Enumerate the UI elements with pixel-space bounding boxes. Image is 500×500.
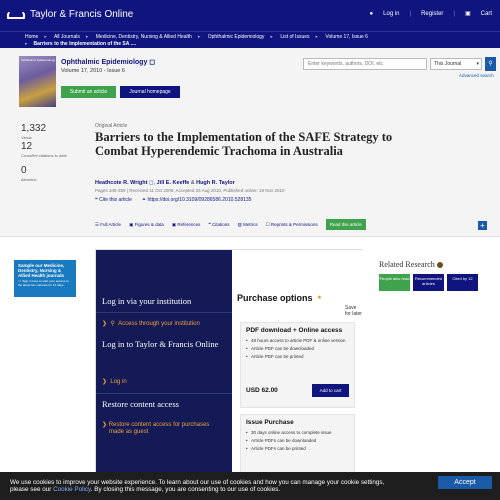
expand-plus-icon[interactable]: + bbox=[478, 221, 487, 230]
quote-icon: ❝ bbox=[95, 197, 98, 203]
cart-link[interactable]: Cart bbox=[480, 10, 492, 17]
divider bbox=[96, 312, 232, 313]
tab-label: Figures & data bbox=[134, 221, 164, 227]
tab-full-article[interactable]: ☰ Full Article bbox=[95, 221, 122, 227]
accept-cookies-button[interactable]: Accept bbox=[438, 476, 492, 489]
pdf-purchase-card bbox=[240, 322, 355, 408]
tab-people-also-read[interactable]: People also read bbox=[379, 274, 410, 291]
journal-volume[interactable]: Volume 17, 2010 - Issue 6 bbox=[61, 68, 125, 74]
views-label: Views bbox=[21, 135, 32, 140]
arrow-icon: ❯ bbox=[102, 321, 108, 327]
restore-heading: Restore content access bbox=[102, 399, 179, 409]
cite-label: Cite this article bbox=[99, 197, 132, 203]
search-scope-select[interactable] bbox=[430, 58, 482, 70]
cookie-policy-link[interactable]: Cookie Policy bbox=[53, 486, 91, 493]
site-logo[interactable] bbox=[7, 9, 133, 20]
read-article-button[interactable]: Read this article bbox=[326, 219, 366, 230]
journal-title[interactable] bbox=[61, 58, 155, 66]
star-icon[interactable]: ★ bbox=[317, 295, 322, 301]
add-to-cart-button[interactable]: Add to cart bbox=[312, 384, 349, 397]
top-header bbox=[0, 0, 500, 31]
access-institution-link[interactable] bbox=[102, 321, 200, 328]
tab-metrics[interactable]: ▥ Metrics bbox=[237, 221, 258, 227]
user-nav bbox=[370, 10, 492, 17]
cite-article-link[interactable] bbox=[95, 197, 132, 203]
doi-text: https://doi.org/10.3109/09286586.2010.528135 bbox=[147, 197, 252, 203]
orcid-icon[interactable]: ◻ bbox=[149, 180, 154, 186]
breadcrumb bbox=[0, 31, 500, 48]
search-input[interactable]: Enter keywords, authors, DOI, etc bbox=[303, 58, 427, 70]
author-separator: , bbox=[153, 180, 156, 186]
author-link[interactable]: Jill E. Keeffe bbox=[156, 180, 190, 186]
sample-signin-text: >> Sign in here to start your access to the latest two volumes for 14 days bbox=[18, 279, 69, 287]
author-list bbox=[95, 180, 235, 186]
breadcrumb-arrow-icon: ▸ bbox=[315, 34, 319, 40]
pdf-features bbox=[246, 337, 349, 361]
pdf-price: USD 62.00 bbox=[246, 387, 278, 394]
breadcrumb-issues[interactable]: List of Issues bbox=[280, 34, 310, 40]
arrow-icon: ❯ bbox=[102, 422, 108, 428]
login-link-label: Log in bbox=[110, 379, 127, 385]
breadcrumb-arrow-icon: ▸ bbox=[25, 40, 28, 47]
breadcrumb-all-journals[interactable]: All Journals bbox=[53, 34, 80, 40]
altmetric-label: Altmetric bbox=[21, 177, 37, 182]
author-ampersand: & bbox=[190, 180, 195, 186]
brand-name: Taylor & Francis Online bbox=[30, 9, 134, 20]
search-icon: ⚲ bbox=[488, 61, 493, 67]
feature-item: • Article PDFs can be printed bbox=[246, 445, 349, 453]
breadcrumb-subject[interactable]: Medicine, Dentistry, Nursing & Allied Health bbox=[95, 34, 192, 40]
journal-homepage-button[interactable]: Journal homepage bbox=[120, 86, 180, 98]
cookie-text-line1: We use cookies to improve your website experience. To learn about our use of cookies and how you can manage your cookie settings, bbox=[10, 479, 385, 486]
access-panel bbox=[95, 249, 363, 500]
cover-title: Ophthalmic Epidemiology bbox=[21, 58, 56, 62]
related-tabs bbox=[379, 274, 478, 291]
doi-link[interactable] bbox=[142, 197, 252, 203]
sample-headline: Sample our Medicine, Dentistry, Nursing & Allied Health journals bbox=[18, 263, 65, 278]
search-button[interactable] bbox=[485, 57, 496, 71]
views-count: 1,332 bbox=[21, 123, 47, 134]
feature-item: • Article PDFs can be downloaded bbox=[246, 437, 349, 445]
breadcrumb-arrow-icon: ▸ bbox=[197, 34, 201, 40]
crossref-count[interactable]: 12 bbox=[21, 141, 33, 152]
advanced-search-link[interactable]: Advanced search bbox=[459, 73, 494, 78]
feature-item: • 48 hours access to article PDF & online version bbox=[246, 337, 349, 345]
register-link[interactable]: Register bbox=[421, 10, 444, 17]
login-options bbox=[96, 250, 232, 500]
article-title: Barriers to the Implementation of the SAFE Strategy to Combat Hyperendemic Trachoma in Australia bbox=[95, 130, 393, 158]
issue-option-title: Issue Purchase bbox=[246, 419, 294, 426]
tab-cited-by[interactable]: Cited by 12 bbox=[447, 274, 478, 291]
tab-label: Citations bbox=[212, 221, 230, 227]
publication-dates: Pages 349-359 | Received 11 Oct 2009, Accepted 25 Aug 2010, Published online: 19 Nov 2010 bbox=[95, 188, 285, 193]
save-for-later-link[interactable]: Save for later bbox=[345, 305, 362, 317]
nav-separator: | bbox=[453, 10, 455, 17]
logo-icon bbox=[7, 10, 25, 19]
tab-recommended[interactable]: Recommended articles bbox=[413, 274, 444, 291]
nav-separator: | bbox=[409, 10, 412, 17]
related-research-title bbox=[379, 260, 443, 269]
article-tabs bbox=[95, 219, 366, 230]
breadcrumb-arrow-icon: ▸ bbox=[270, 34, 273, 40]
journal-cover[interactable] bbox=[19, 56, 56, 107]
user-icon: ● bbox=[369, 10, 374, 17]
breadcrumb-home[interactable]: Home bbox=[25, 34, 39, 40]
tab-citations[interactable]: ❝ Citations bbox=[208, 221, 230, 227]
chevron-down-icon: ▾ bbox=[476, 61, 479, 67]
restore-link-label: Restore content access for purchases made as guest bbox=[108, 422, 210, 435]
author-link[interactable]: Heathcote R. Wright bbox=[95, 180, 148, 186]
tab-label: Full Article bbox=[100, 221, 122, 227]
breadcrumb-current: Barriers to the Implementation of the SA .... bbox=[33, 40, 137, 47]
author-link[interactable]: Hugh R. Taylor bbox=[196, 180, 235, 186]
feature-item: • 30 days online access to complete issue bbox=[246, 429, 349, 437]
restore-guest-link[interactable] bbox=[102, 422, 222, 436]
citation-row bbox=[95, 197, 251, 203]
purchase-options bbox=[237, 250, 363, 500]
link-icon: ⚭ bbox=[141, 197, 147, 203]
crossref-label: CrossRef citations to date bbox=[21, 153, 67, 158]
tab-label: References bbox=[177, 221, 201, 227]
tab-reprints[interactable]: ☐ Reprints & Permissions bbox=[265, 221, 318, 227]
tab-references[interactable]: ▣ References bbox=[171, 221, 201, 227]
login-link[interactable] bbox=[102, 379, 127, 386]
breadcrumb-arrow-icon: ▸ bbox=[44, 34, 47, 40]
breadcrumb-volume[interactable]: Volume 17, Issue 6 bbox=[325, 34, 368, 40]
related-title-text: Related Research bbox=[379, 260, 435, 269]
login-link[interactable]: Log in bbox=[383, 10, 400, 17]
search-scope-value: This Journal bbox=[434, 61, 462, 67]
pdf-option-title: PDF download + Online access bbox=[246, 327, 343, 334]
header-pointer bbox=[114, 112, 130, 120]
cookie-banner bbox=[0, 472, 500, 500]
lock-icon: ⚲ bbox=[110, 321, 115, 327]
content-type: Original Article bbox=[95, 123, 128, 129]
arrow-icon: ❯ bbox=[102, 379, 108, 385]
tab-label: Metrics bbox=[243, 221, 258, 227]
institution-heading: Log in via your institution bbox=[102, 296, 192, 306]
cart-icon[interactable]: ▣ bbox=[464, 11, 471, 17]
altmetric-count[interactable]: 0 bbox=[21, 165, 27, 176]
breadcrumb-arrow-icon: ▸ bbox=[85, 34, 89, 40]
external-link-icon: ◻ bbox=[149, 59, 156, 66]
cookie-text-pre: please see our bbox=[10, 486, 52, 493]
access-link-label: Access through your institution bbox=[118, 321, 200, 327]
issue-features bbox=[246, 429, 349, 453]
feature-item: • Article PDF can be printed bbox=[246, 353, 349, 361]
feature-item: • Article PDF can be downloaded bbox=[246, 345, 349, 353]
tab-label: Reprints & Permissions bbox=[270, 221, 318, 227]
cookie-text-post: . By closing this message, you are consenting to our use of cookies. bbox=[90, 486, 281, 493]
submit-article-button[interactable]: Submit an article bbox=[61, 86, 116, 98]
tandf-login-heading: Log in to Taylor & Francis Online bbox=[102, 339, 219, 349]
sample-journals-banner[interactable] bbox=[14, 260, 76, 297]
info-icon[interactable] bbox=[437, 262, 443, 268]
cookie-text-line2 bbox=[10, 486, 500, 493]
breadcrumb-journal[interactable]: Ophthalmic Epidemiology bbox=[207, 34, 265, 40]
tab-figures[interactable]: ▣ Figures & data bbox=[129, 221, 164, 227]
divider bbox=[96, 393, 232, 394]
purchase-title: Purchase options bbox=[237, 293, 313, 303]
journal-title-text: Ophthalmic Epidemiology bbox=[61, 59, 148, 66]
